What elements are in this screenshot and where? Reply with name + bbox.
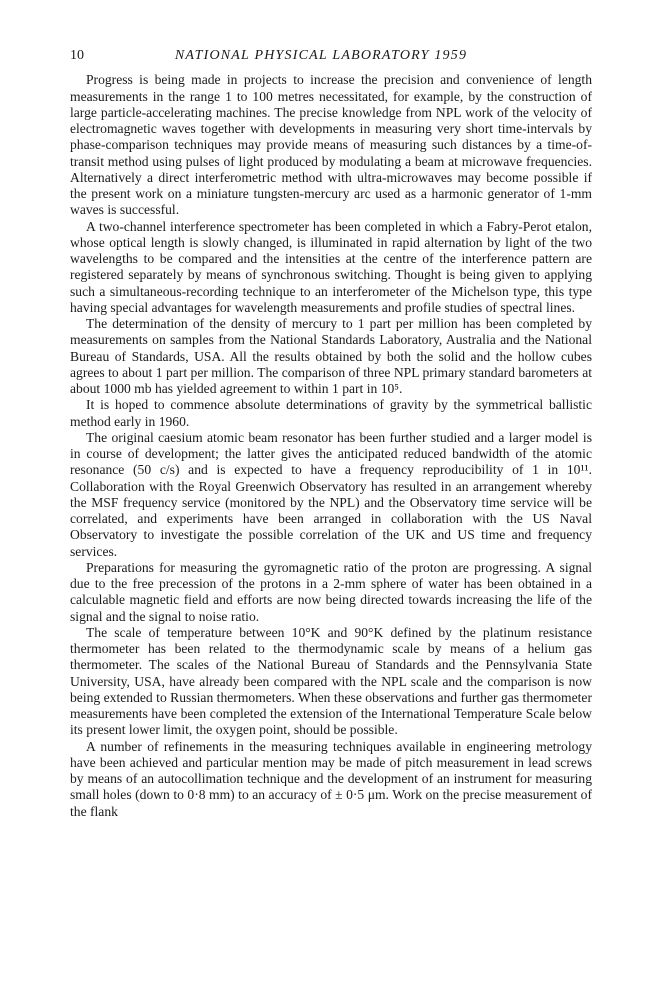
- page-number: 10: [70, 48, 84, 63]
- running-title: NATIONAL PHYSICAL LABORATORY 1959: [174, 48, 468, 63]
- paragraph-caesium-resonator: The original caesium atomic beam resonator has been further studied and a larger model is in course of development; the latter gives the anticipated reduced bandwidth of the atomic resonance (50 c/s) and is expected to have a frequency reproducibility of 1 in 10¹¹. Collaboration with the Royal Greenwich Observatory has resulted in an arrangement whereby the MSF frequency service (monitored by the NPL) and the Observatory time service will be correlated, and experiments have been arranged in collaboration with the US Naval Observatory to investigate the possible correlation of the UK and US time and frequency services.: [70, 429, 592, 559]
- paragraph-temperature-scale: The scale of temperature between 10°K and 90°K defined by the platinum resistance thermometer has been related to the thermodynamic scale by means of a helium gas thermometer. The scales of the National Bureau of Standards and the Pennsylvania State University, USA, have already been compared with the NPL scale and the comparison is now being extended to Russian thermometers. When these observations and further gas thermometer measurements have been completed the extension of the International Temperature Scale below its present lower limit, the oxygen point, should be possible.: [70, 624, 592, 738]
- paragraph-interference-spectrometer: A two-channel interference spectrometer has been completed in which a Fabry-Perot etalon, whose optical length is slowly changed, is illuminated in rapid alternation by light of the two wavelengths to be compared and the intensities at the centre of the interference pattern are registered separately by means of synchronous switching. Thought is being given to applying such a simultaneous-recording technique to an interferometer of the Michelson type, this type having special advantages for wavelength measurements and profile studies of spectral lines.: [70, 218, 592, 315]
- paragraph-gravity: It is hoped to commence absolute determinations of gravity by the symmetrical ballistic method early in 1960.: [70, 397, 592, 429]
- paragraph-mercury-density: The determination of the density of mercury to 1 part per million has been completed by measurements on samples from the National Standards Laboratory, Australia and the National Bureau of Standards, USA. All the results obtained by both the solid and the hollow cubes agrees to about 1 part per million. The comparison of three NPL primary standard barometers at about 1000 mb has yielded agreement to within 1 part in 10⁵.: [70, 316, 592, 396]
- paragraph-engineering-metrology: A number of refinements in the measuring techniques available in engineering metrology have been achieved and particular mention may be made of pitch measurement in lead screws by means of an autocollimation technique and the development of an instrument for measuring small holes (down to 0·8 mm) to an accuracy of ± 0·5 μm. Work on the precise measurement of the flank: [70, 738, 592, 819]
- paragraph-gyromagnetic-ratio: Preparations for measuring the gyromagnetic ratio of the proton are progressing. A signal due to the free precession of the protons in a 2-mm sphere of water has been obtained in a calculable magnetic field and efforts are now being directed towards increasing the life of the signal and the signal to noise ratio.: [70, 559, 592, 624]
- page-header: [70, 48, 592, 64]
- paragraph-length-measurements: Progress is being made in projects to increase the precision and convenience of length measurements in the range 1 to 100 metres necessitated, for example, by the construction of large particle-accelerating machines. The precise knowledge from NPL work of the velocity of electromagnetic waves together with developments in measuring very short time-intervals by phase-comparison techniques may provide means of measuring such distances by a time-of-transit method using pulses of light produced by modulating a beam at microwave frequencies. Alternatively a direct interferometric method with ultra-microwaves may become possible if the present work on a miniature tungsten-mercury arc used as a harmonic generator of 1-mm waves is successful.: [70, 72, 592, 218]
- document-page: [70, 48, 592, 820]
